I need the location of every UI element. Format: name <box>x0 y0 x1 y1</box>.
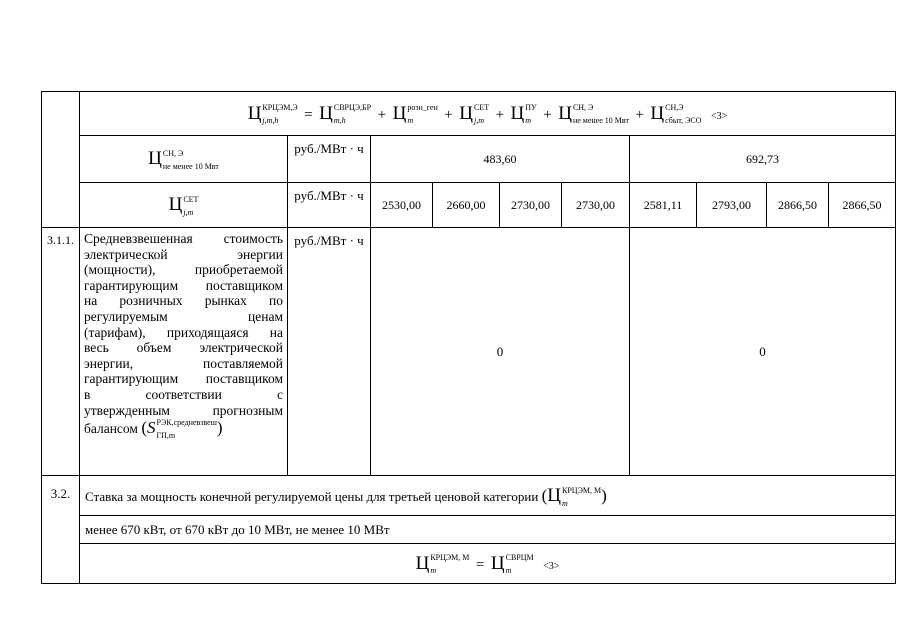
section-title: Ставка за мощность конечной регулируемой цены для третьей ценовой категории (Ц КРЦЭМ, М m ) <box>80 476 896 516</box>
set-value: 2660,00 <box>433 183 500 228</box>
set-value: 2866,50 <box>767 183 829 228</box>
cn-value-2: 692,73 <box>630 136 896 183</box>
row-unit: руб./МВт · ч <box>288 228 371 476</box>
tariff-table <box>41 91 896 584</box>
main-formula: Ц КРЦЭМ,Э j,m,h = Ц СВРЦЭ,БР m,h + Ц розн_ген m + Ц СЕТ j,m + Ц ПУ m + Ц СН, Э не менее 10 Мвт + Ц СН,Э сбыт, ЭСО <3> <box>80 92 896 136</box>
section-subtitle: менее 670 кВт, от 670 кВт до 10 МВт, не менее 10 МВт <box>80 516 896 544</box>
row-3-1-1 <box>42 228 896 476</box>
set-value: 2730,00 <box>500 183 562 228</box>
set-value: 2581,11 <box>630 183 697 228</box>
row-3-2-subtitle <box>42 516 896 544</box>
cn-symbol: Ц СН, Э не менее 10 Мвт <box>80 136 288 183</box>
set-value: 2866,50 <box>829 183 896 228</box>
formula-row <box>42 92 896 136</box>
row-3-2-formula <box>42 544 896 584</box>
set-row <box>42 183 896 228</box>
cn-row <box>42 136 896 183</box>
cn-value-1: 483,60 <box>371 136 630 183</box>
row-number: 3.2. <box>42 476 80 584</box>
value-zero-1: 0 <box>371 228 630 476</box>
set-value: 2730,00 <box>562 183 630 228</box>
row-description: Средневзвешенная стоимость электрической энергии (мощности), приобретаемой гарантирующим поставщиком на розничных рынках по регулируемым ценам (тарифам), приходящаяся на весь объем электрической энергии, поставляемой гарантирующим поставщиком в соответствии с утвержденным прогнозным балансом (S РЭК,средневзвеш ГП,m ) <box>80 228 288 476</box>
number-cell-empty <box>42 92 80 228</box>
set-value: 2793,00 <box>697 183 767 228</box>
value-zero-2: 0 <box>630 228 896 476</box>
power-formula: Ц КРЦЭМ, М m = Ц СВРЦМ m <3> <box>80 544 896 584</box>
set-unit: руб./МВт · ч <box>288 183 371 228</box>
set-symbol: Ц СЕТ j,m <box>80 183 288 228</box>
set-value: 2530,00 <box>371 183 433 228</box>
row-number: 3.1.1. <box>42 228 80 476</box>
cn-unit: руб./МВт · ч <box>288 136 371 183</box>
row-3-2 <box>42 476 896 516</box>
